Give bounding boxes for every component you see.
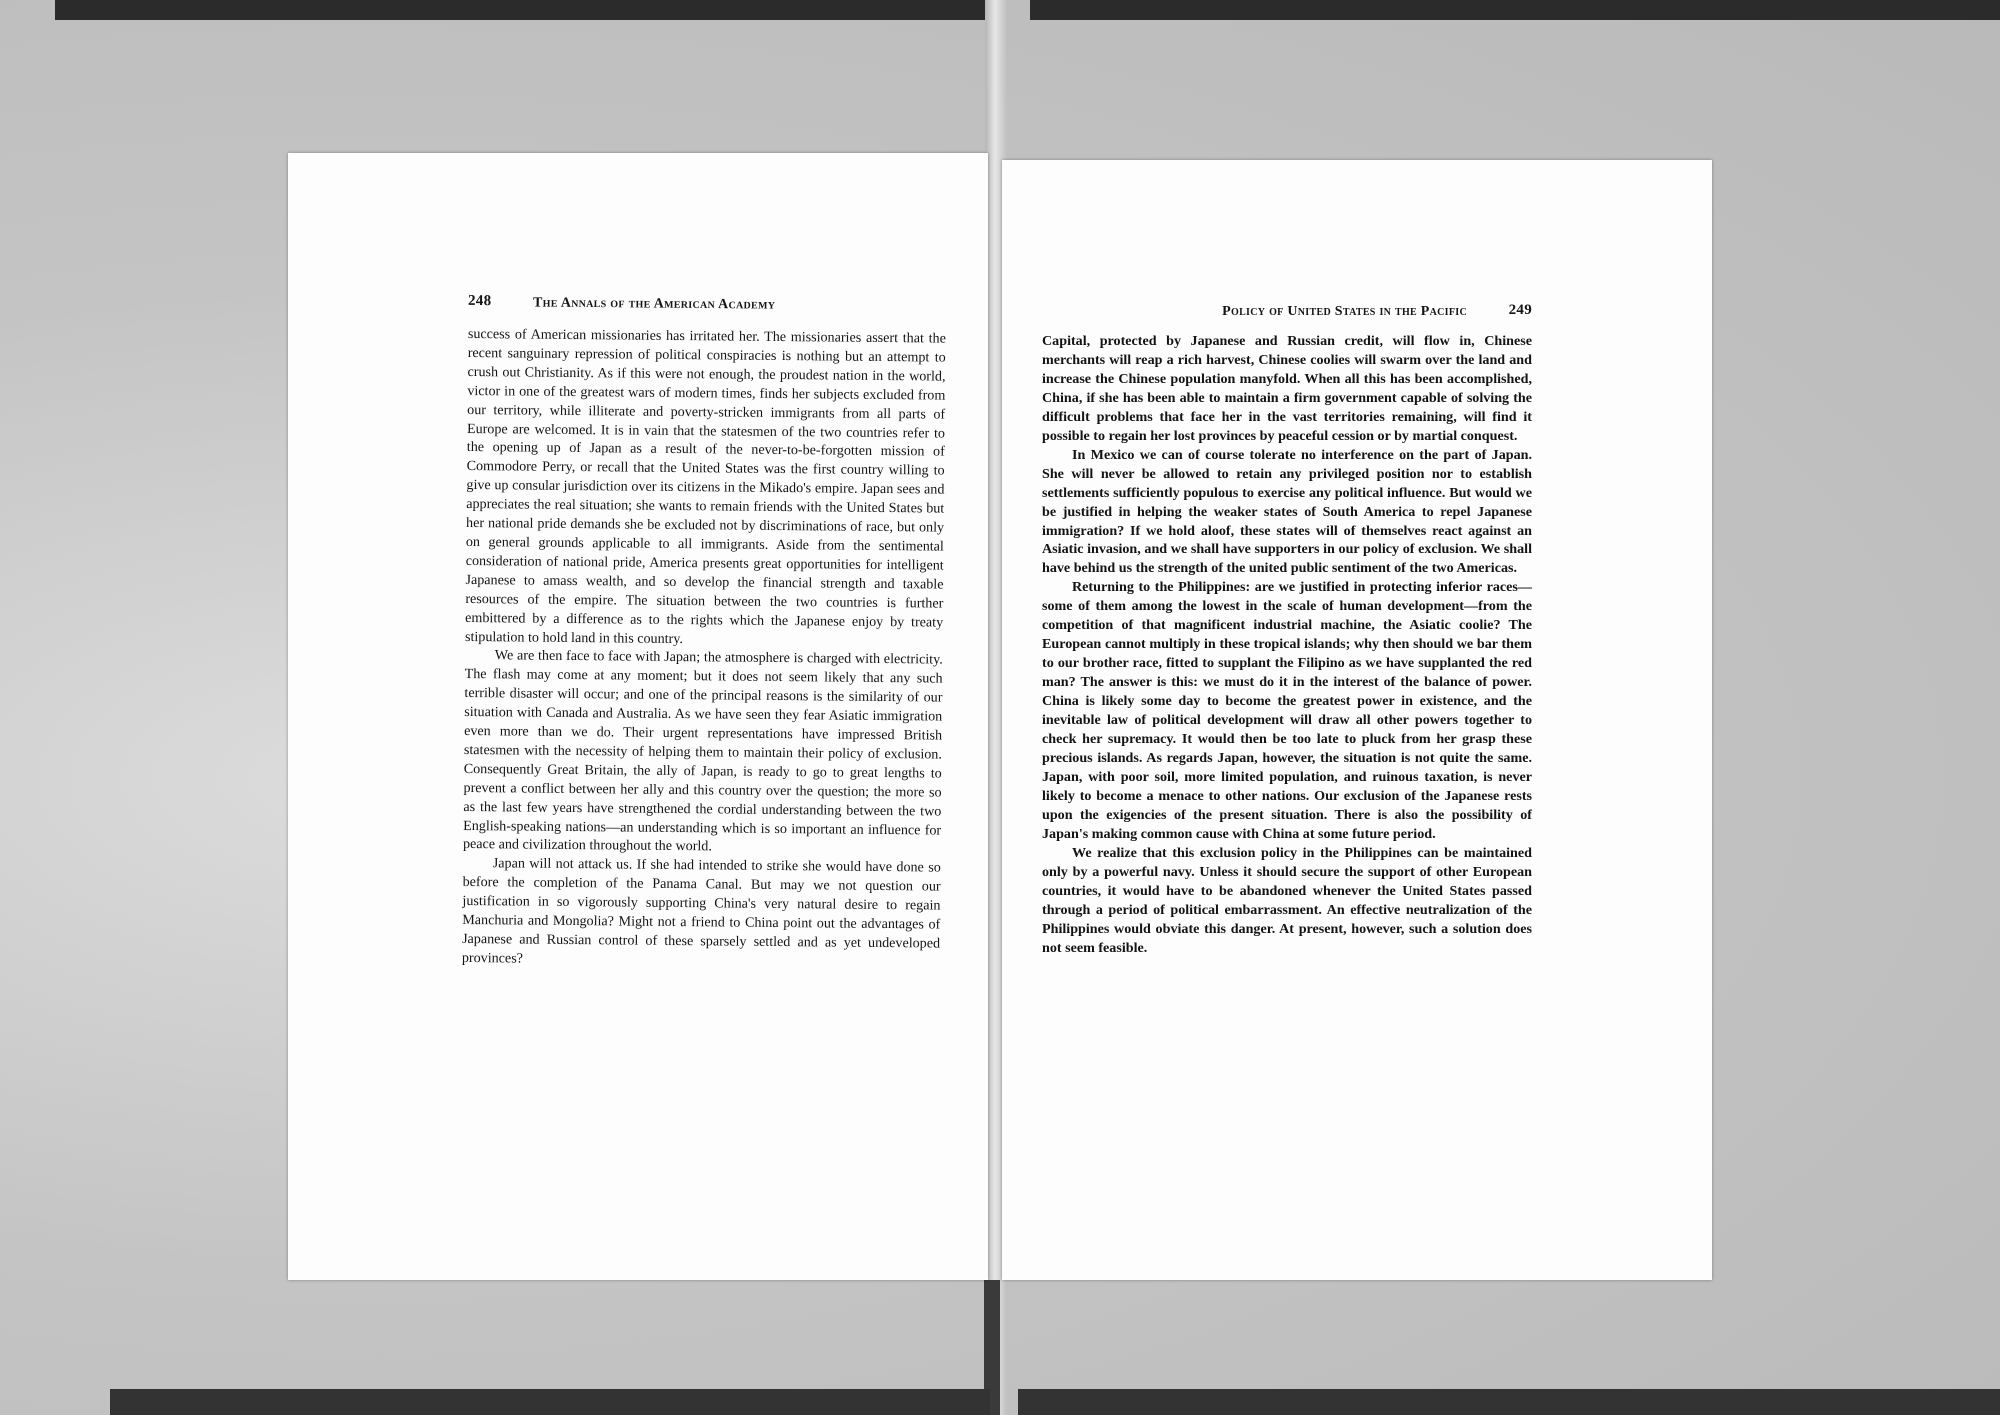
right-paragraph-1: Capital, protected by Japanese and Russian credit, will flow in, Chinese merchants will reap a rich harvest, Chinese coolies will swarm over the land and increase the Chinese population manyfold. When all this has been accomplished, China, if she has been able to maintain a firm government capable of solving the difficult problems that face her in the vast territories remaining, will find it possible to regain her lost provinces by peaceful cession or by martial conquest. — [1042, 333, 1532, 444]
scan-edge-bottom-left — [110, 1389, 990, 1415]
left-page-body — [462, 325, 946, 972]
left-paragraph-1: success of American missionaries has irritated her. The missionaries assert that the recent sanguinary repression of political conspiracies is nothing but an attempt to crush out Christianity. As if this were not enough, the proudest nation in the world, victor in one of the greatest wars of modern times, finds her subjects excluded from our territory, while illiterate and poverty-stricken immigrants from all parts of Europe are welcomed. It is in vain that the statesmen of the two countries refer to the opening up of Japan as a result of the never-to-be-forgotten mission of Commodore Perry, or recall that the United States was the first country willing to give up consular jurisdiction over its citizens in the Mikado's empire. Japan sees and appreciates the real situation; she wants to remain friends with the United States but her national pride demands she be excluded not by discriminations of race, but only on general grounds applicable to all immigrants. Aside from the sentimental consideration of national pride, America presents great opportunities for intelligent Japanese to amass wealth, and so develop the financial strength and taxable resources of the empire. The situation between the two countries is further embittered by a difference as to the rights which the Japanese enjoy by treaty stipulation to hold land in this country. — [464, 325, 946, 647]
right-paragraph-3: Returning to the Philippines: are we justified in protecting inferior races—some of them among the lowest in the scale of human development—from the competition of that magnificent industrial machine, the Asiatic coolie? The European cannot multiply in these tropical islands; why then should we bar them to our brother race, fitted to supplant the Filipino as we have supplanted the red man? The answer is this: we must do it in the interest of the balance of power. China is likely some day to become the greatest power in existence, and the inevitable law of political development will draw all other powers together to check her supremacy. It would then be too late to pluck from her grasp these precious islands. As regards Japan, however, the situation is not quite the same. Japan, with poor soil, more limited population, and ruinous taxation, is never likely to become a menace to other nations. Our exclusion of the Japanese rests upon the exigencies of the present situation. There is also the possibility of Japan's making common cause with China at some future period. — [1042, 579, 1532, 842]
right-page — [1002, 160, 1712, 1280]
right-header-title: Policy of United States in the Pacific — [1222, 304, 1467, 319]
left-paragraph-2: We are then face to face with Japan; the atmosphere is charged with electricity. The flash may come at any moment; but it does not seem likely that any such terrible disaster will occur; and one of the principal reasons is the similarity of our situation with Canada and Australia. As we have seen they fear Asiatic immigration even more than we do. Their urgent representations have impressed British statesmen with the necessity of helping them to maintain their policy of exclusion. Consequently Great Britain, the ally of Japan, is ready to go to great lengths to prevent a conflict between her ally and this country over the question; the more so as the last few years have strengthened the cordial understanding between the two English-speaking nations—an understanding which is so important an influence for peace and civilization throughout the world. — [462, 647, 943, 855]
left-running-head — [468, 293, 943, 319]
left-header-title: The Annals of the American Academy — [532, 295, 776, 313]
left-paragraph-3: Japan will not attack us. If she had intended to strike she would have done so before the completion of the Panama Canal. But may we not question our justification in so vigorously supporting China's very natural desire to regain Manchuria and Mongolia? Might not a friend to China point out the advantages of Japanese and Russian control of these sparsely settled and as yet undeveloped provinces? — [461, 855, 941, 967]
right-running-head — [1042, 302, 1532, 324]
scan-edge-bottom-right — [1018, 1389, 2000, 1415]
scan-edge-top-left — [55, 0, 987, 20]
right-paragraph-4: We realize that this exclusion policy in the Philippines can be maintained only by a powerful navy. Unless it should secure the support of other European countries, it would have to be abandoned whenever the United States passed through a period of political embarrassment. An effective neutralization of the Philippines would obviate this danger. At present, however, such a solution does not seem feasible. — [1042, 844, 1532, 956]
left-page-number: 248 — [467, 292, 492, 310]
left-page — [288, 153, 988, 1280]
right-paragraph-2: In Mexico we can of course tolerate no interference on the part of Japan. She will never be allowed to retain any privileged position nor to establish settlements sufficiently populous to exercise any political influence. But would we be justified in helping the weaker states of South America to repel Japanese immigration? If we hold aloof, these states will of themselves react against an Asiatic invasion, and we shall have supporters in our policy of exclusion. We shall have behind us the strength of the united public sentiment of the two Americas. — [1042, 446, 1532, 577]
right-page-body — [1042, 332, 1532, 957]
scan-edge-top-right — [1030, 0, 2000, 20]
right-page-number: 249 — [1508, 302, 1532, 318]
